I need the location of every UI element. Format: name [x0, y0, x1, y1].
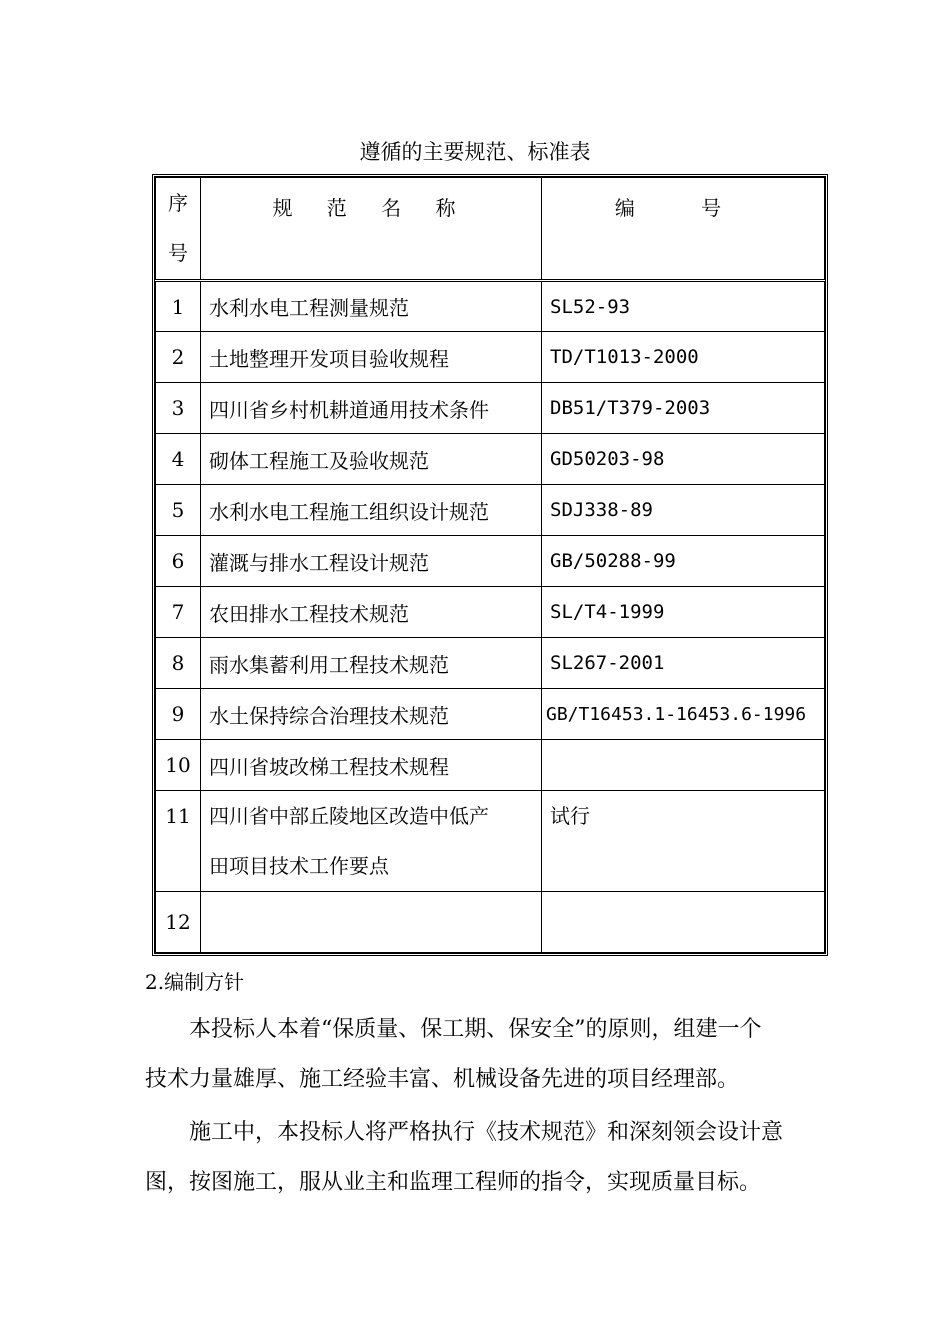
row-code: GB/50288-99 [542, 536, 825, 587]
row-seq: 5 [156, 485, 201, 536]
paragraph-line: 图，按图施工，服从业主和监理工程师的指令，实现质量目标。 [145, 1170, 762, 1195]
header-seq-line1: 序 [168, 191, 188, 215]
row-seq: 2 [156, 332, 201, 383]
header-seq [156, 178, 201, 281]
row-seq: 12 [156, 892, 201, 953]
row-name: 土地整理开发项目验收规程 [201, 332, 542, 383]
table-row [156, 383, 825, 434]
row-name: 水利水电工程测量规范 [201, 281, 542, 332]
row-seq: 8 [156, 638, 201, 689]
row-name: 灌溉与排水工程设计规范 [201, 536, 542, 587]
row-name [201, 892, 542, 953]
row-code: SL/T4-1999 [542, 587, 825, 638]
row-code: 试行 [542, 791, 825, 892]
row-seq: 7 [156, 587, 201, 638]
table-row [156, 587, 825, 638]
row-name: 四川省坡改梯工程技术规程 [201, 740, 542, 791]
row-name [201, 791, 542, 892]
row-seq: 4 [156, 434, 201, 485]
row-seq: 3 [156, 383, 201, 434]
table-header-row [156, 178, 825, 281]
standards-table-grid [155, 177, 825, 953]
row-code [542, 740, 825, 791]
table-row [156, 536, 825, 587]
table-row [156, 740, 825, 791]
paragraph [145, 1005, 815, 1105]
paragraph-line: 技术力量雄厚、施工经验丰富、机械设备先进的项目经理部。 [145, 1067, 740, 1092]
table-row [156, 332, 825, 383]
page-title: 遵循的主要规范、标准表 [359, 140, 591, 164]
header-seq-line2: 号 [168, 241, 188, 265]
row-code: TD/T1013-2000 [542, 332, 825, 383]
table-row [156, 791, 825, 892]
row-code: SL267-2001 [542, 638, 825, 689]
table-row [156, 485, 825, 536]
section-heading: 2.编制方针 [145, 970, 245, 994]
row-name: 水利水电工程施工组织设计规范 [201, 485, 542, 536]
row-name: 雨水集蓄利用工程技术规范 [201, 638, 542, 689]
table-row [156, 281, 825, 332]
table-row [156, 689, 825, 740]
paragraph-line: 施工中，本投标人将严格执行《技术规范》和深刻领会设计意 [189, 1120, 784, 1145]
row-seq: 11 [156, 791, 201, 892]
row-seq: 1 [156, 281, 201, 332]
row-code: GD50203-98 [542, 434, 825, 485]
row-seq: 9 [156, 689, 201, 740]
table-row [156, 434, 825, 485]
row-name: 砌体工程施工及验收规范 [201, 434, 542, 485]
header-code: 编 号 [542, 178, 825, 281]
table-row [156, 892, 825, 953]
row-name-line2: 田项目技术工作要点 [209, 854, 389, 878]
row-code: SDJ338-89 [542, 485, 825, 536]
row-code: SL52-93 [542, 281, 825, 332]
row-name-line1: 四川省中部丘陵地区改造中低产 [209, 804, 489, 828]
header-name: 规 范 名 称 [201, 178, 542, 281]
row-name: 农田排水工程技术规范 [201, 587, 542, 638]
row-code: DB51/T379-2003 [542, 383, 825, 434]
table-row [156, 638, 825, 689]
row-name: 四川省乡村机耕道通用技术条件 [201, 383, 542, 434]
row-seq: 10 [156, 740, 201, 791]
row-seq: 6 [156, 536, 201, 587]
paragraph-line: 本投标人本着“保质量、保工期、保安全”的原则，组建一个 [189, 1017, 762, 1042]
standards-table [152, 174, 828, 956]
row-code: GB/T16453.1-16453.6-1996 [542, 689, 825, 740]
row-code [542, 892, 825, 953]
paragraph [145, 1108, 815, 1208]
row-name: 水土保持综合治理技术规范 [201, 689, 542, 740]
